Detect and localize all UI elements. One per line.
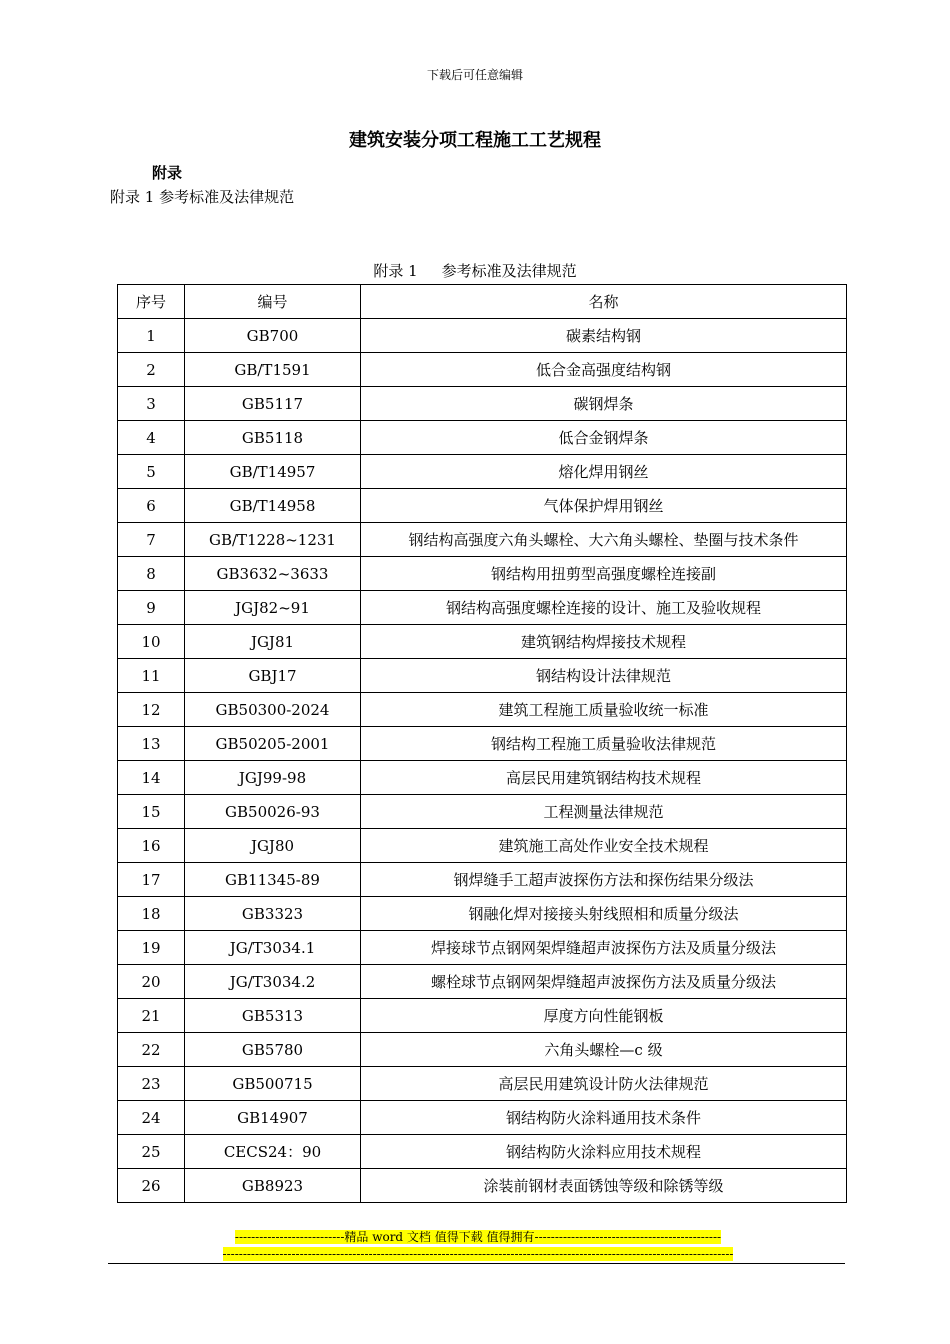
- cell-name: 低合金钢焊条: [361, 421, 847, 455]
- cell-index: 7: [118, 523, 185, 557]
- column-header-name: 名称: [361, 285, 847, 319]
- cell-code: GB/T1591: [185, 353, 361, 387]
- cell-code: GB14907: [185, 1101, 361, 1135]
- cell-name: 钢结构设计法律规范: [361, 659, 847, 693]
- table-caption-text: 参考标准及法律规范: [441, 262, 577, 280]
- column-header-index: 序号: [118, 285, 185, 319]
- cell-name: 碳钢焊条: [361, 387, 847, 421]
- table-row: [118, 727, 847, 761]
- cell-code: GB5780: [185, 1033, 361, 1067]
- cell-index: 15: [118, 795, 185, 829]
- cell-code: GB50205-2001: [185, 727, 361, 761]
- appendix-heading: 附录: [152, 164, 183, 182]
- cell-code: JGJ80: [185, 829, 361, 863]
- cell-code: JG/T3034.2: [185, 965, 361, 999]
- cell-name: 钢结构工程施工质量验收法律规范: [361, 727, 847, 761]
- cell-name: 六角头螺栓—c 级: [361, 1033, 847, 1067]
- cell-index: 1: [118, 319, 185, 353]
- standards-table: [117, 284, 847, 1203]
- cell-code: CECS24：90: [185, 1135, 361, 1169]
- cell-name: 低合金高强度结构钢: [361, 353, 847, 387]
- cell-index: 2: [118, 353, 185, 387]
- table-row: [118, 965, 847, 999]
- cell-code: GB3632~3633: [185, 557, 361, 591]
- cell-name: 建筑工程施工质量验收统一标准: [361, 693, 847, 727]
- footer-divider: [108, 1263, 845, 1264]
- table-row: [118, 1135, 847, 1169]
- cell-index: 25: [118, 1135, 185, 1169]
- table-caption: [0, 260, 950, 281]
- cell-index: 20: [118, 965, 185, 999]
- table-row: [118, 557, 847, 591]
- cell-name: 钢结构用扭剪型高强度螺栓连接副: [361, 557, 847, 591]
- cell-name: 建筑施工高处作业安全技术规程: [361, 829, 847, 863]
- table-row: [118, 795, 847, 829]
- footer-banner: [178, 1229, 778, 1263]
- table-row: [118, 489, 847, 523]
- cell-name: 螺栓球节点钢网架焊缝超声波探伤方法及质量分级法: [361, 965, 847, 999]
- cell-name: 建筑钢结构焊接技术规程: [361, 625, 847, 659]
- cell-index: 26: [118, 1169, 185, 1203]
- cell-index: 22: [118, 1033, 185, 1067]
- cell-index: 16: [118, 829, 185, 863]
- cell-code: JGJ82~91: [185, 591, 361, 625]
- cell-index: 4: [118, 421, 185, 455]
- table-header-row: [118, 285, 847, 319]
- cell-index: 11: [118, 659, 185, 693]
- cell-index: 5: [118, 455, 185, 489]
- cell-name: 气体保护焊用钢丝: [361, 489, 847, 523]
- table-row: [118, 761, 847, 795]
- table-row: [118, 1169, 847, 1203]
- table-row: [118, 693, 847, 727]
- table-row: [118, 591, 847, 625]
- cell-name: 工程测量法律规范: [361, 795, 847, 829]
- cell-name: 碳素结构钢: [361, 319, 847, 353]
- cell-name: 钢融化焊对接接头射线照相和质量分级法: [361, 897, 847, 931]
- cell-name: 厚度方向性能钢板: [361, 999, 847, 1033]
- table-row: [118, 1101, 847, 1135]
- cell-index: 19: [118, 931, 185, 965]
- cell-name: 焊接球节点钢网架焊缝超声波探伤方法及质量分级法: [361, 931, 847, 965]
- table-row: [118, 455, 847, 489]
- cell-code: GB3323: [185, 897, 361, 931]
- table-row: [118, 421, 847, 455]
- table-row: [118, 1033, 847, 1067]
- cell-name: 钢结构防火涂料通用技术条件: [361, 1101, 847, 1135]
- cell-code: GB700: [185, 319, 361, 353]
- cell-name: 熔化焊用钢丝: [361, 455, 847, 489]
- table-row: [118, 353, 847, 387]
- table-row: [118, 523, 847, 557]
- footer-banner-line-2: ------------------------------------------------------------------------------------------------------------------------------: [222, 1247, 734, 1261]
- column-header-code: 编号: [185, 285, 361, 319]
- cell-index: 13: [118, 727, 185, 761]
- table-row: [118, 897, 847, 931]
- cell-name: 涂装前钢材表面锈蚀等级和除锈等级: [361, 1169, 847, 1203]
- appendix-subheading: 附录 1 参考标准及法律规范: [110, 188, 295, 206]
- cell-code: GB8923: [185, 1169, 361, 1203]
- cell-code: GB11345-89: [185, 863, 361, 897]
- cell-code: GB5118: [185, 421, 361, 455]
- table-row: [118, 999, 847, 1033]
- cell-code: GBJ17: [185, 659, 361, 693]
- table-row: [118, 659, 847, 693]
- document-title: 建筑安装分项工程施工工艺规程: [349, 130, 601, 151]
- cell-code: GB50026-93: [185, 795, 361, 829]
- cell-name: 钢结构高强度螺栓连接的设计、施工及验收规程: [361, 591, 847, 625]
- cell-index: 24: [118, 1101, 185, 1135]
- cell-code: GB5313: [185, 999, 361, 1033]
- cell-code: JGJ81: [185, 625, 361, 659]
- table-row: [118, 625, 847, 659]
- header-note: 下载后可任意编辑: [426, 68, 523, 82]
- cell-code: GB500715: [185, 1067, 361, 1101]
- table-row: [118, 863, 847, 897]
- table-body: [118, 319, 847, 1203]
- cell-name: 高层民用建筑设计防火法律规范: [361, 1067, 847, 1101]
- cell-code: JG/T3034.1: [185, 931, 361, 965]
- cell-code: GB/T14957: [185, 455, 361, 489]
- cell-name: 高层民用建筑钢结构技术规程: [361, 761, 847, 795]
- table-row: [118, 829, 847, 863]
- cell-index: 17: [118, 863, 185, 897]
- cell-index: 6: [118, 489, 185, 523]
- cell-index: 18: [118, 897, 185, 931]
- cell-code: GB5117: [185, 387, 361, 421]
- cell-code: JGJ99-98: [185, 761, 361, 795]
- cell-index: 14: [118, 761, 185, 795]
- table-caption-number: 附录 1: [373, 262, 418, 280]
- table-row: [118, 1067, 847, 1101]
- cell-index: 21: [118, 999, 185, 1033]
- cell-code: GB50300-2024: [185, 693, 361, 727]
- cell-index: 23: [118, 1067, 185, 1101]
- cell-index: 9: [118, 591, 185, 625]
- cell-name: 钢焊缝手工超声波探伤方法和探伤结果分级法: [361, 863, 847, 897]
- cell-name: 钢结构防火涂料应用技术规程: [361, 1135, 847, 1169]
- cell-name: 钢结构高强度六角头螺栓、大六角头螺栓、垫圈与技术条件: [361, 523, 847, 557]
- cell-index: 3: [118, 387, 185, 421]
- footer-banner-line-1: ---------------------------精品 word 文档 值得下载 值得拥有----------------------------------------------: [234, 1230, 722, 1244]
- table-row: [118, 387, 847, 421]
- cell-code: GB/T1228~1231: [185, 523, 361, 557]
- cell-index: 12: [118, 693, 185, 727]
- table-row: [118, 319, 847, 353]
- cell-index: 10: [118, 625, 185, 659]
- table-row: [118, 931, 847, 965]
- cell-index: 8: [118, 557, 185, 591]
- cell-code: GB/T14958: [185, 489, 361, 523]
